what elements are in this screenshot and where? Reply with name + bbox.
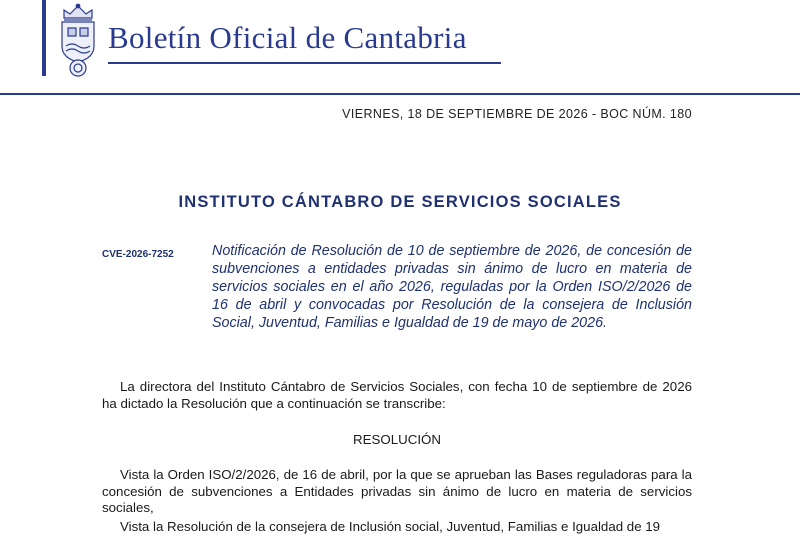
site-title[interactable]: Boletín Oficial de Cantabria: [108, 20, 467, 55]
paragraph-text: Vista la Orden ISO/2/2026, de 16 de abril, por la que se aprueban las Bases reguladoras para la concesión de subvenciones a Entidades privadas sin ánimo de lucro en materia de servicios sociales,: [102, 467, 692, 515]
issue-date-line: VIERNES, 18 DE SEPTIEMBRE DE 2026 - BOC NÚM. 180: [342, 107, 692, 121]
body-paragraph: [102, 467, 692, 517]
header-divider: [0, 93, 800, 95]
body-paragraph: [102, 379, 692, 412]
paragraph-text: La directora del Instituto Cántabro de Servicios Sociales, con fecha 10 de septiembre de 2026 ha dictado la Resolución que a continuación se transcribe:: [102, 379, 692, 411]
title-underline: [108, 62, 501, 64]
paragraph-text: Vista la Resolución de la consejera de Inclusión social, Juventud, Familias e Igualdad de 19: [120, 519, 661, 534]
header-accent-bar: [42, 0, 46, 76]
issuer-heading: INSTITUTO CÁNTABRO DE SERVICIOS SOCIALES: [178, 193, 622, 211]
resolution-heading: RESOLUCIÓN: [353, 432, 441, 447]
cve-code: CVE-2026-7252: [102, 249, 174, 260]
document-summary: Notificación de Resolución de 10 de septiembre de 2026, de concesión de subvenciones a entidades privadas sin ánimo de lucro en materia de servicios sociales en el año 2026, reguladas por la Orden ISO/2/2026 de 16 de abril y convocadas por Resolución de la consejera de Inclusión Social, Juventud, Familias e Igualdad de 19 de mayo de 2026.: [212, 243, 692, 331]
coat-of-arms-icon: [54, 2, 102, 78]
body-paragraph: [102, 519, 692, 536]
